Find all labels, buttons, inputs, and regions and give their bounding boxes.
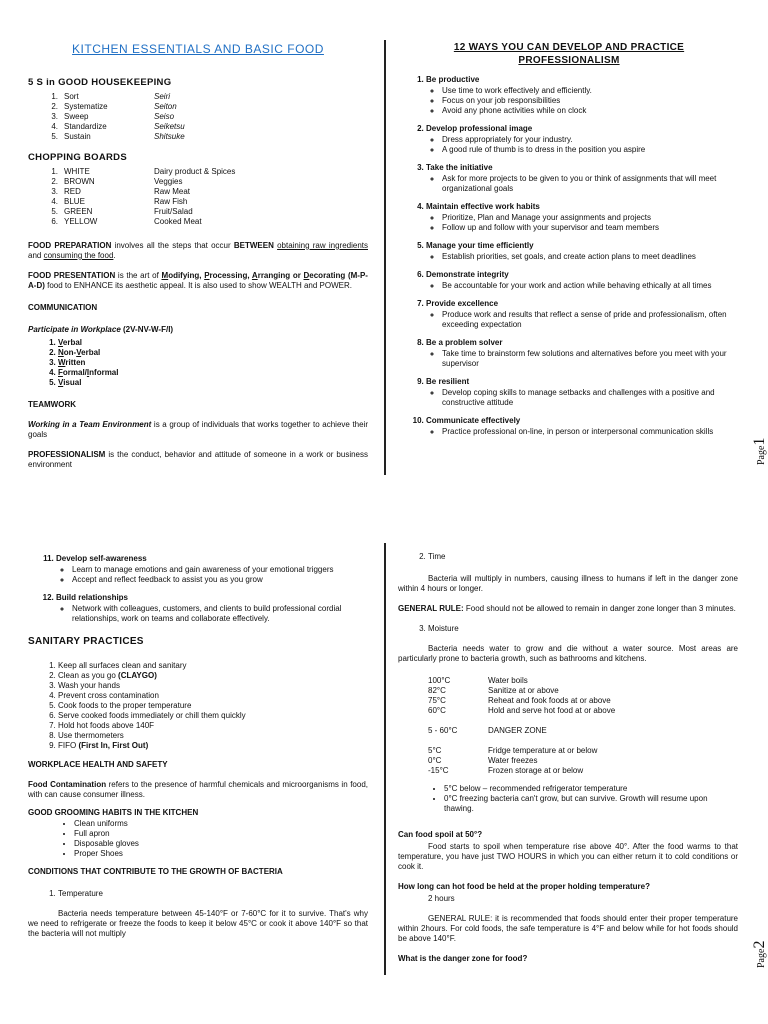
- temperature-paragraph: Bacteria needs temperature between 45-140°F or 7-60°C for it to survive. That's why we need to refrigerate or freeze the foods to keep it below 45°C or cook it above 140°F so that the bacteria will not multiply: [28, 908, 368, 938]
- temperature-description: Water boils: [488, 676, 528, 685]
- temperature-row: [428, 766, 597, 776]
- answer-2-rule: GENERAL RULE: it is recommended that foods should enter their proper temperature within 2hours. For cold foods, the safe temperature is 4°F and below while for hot foods should be above 140°F.: [398, 914, 738, 943]
- way-item: [426, 75, 740, 116]
- sanitary-text: FIFO: [58, 740, 79, 750]
- board-number: 5.: [51, 206, 58, 216]
- underlined-letter: V: [58, 377, 64, 387]
- temperature-value: 82°C: [428, 686, 446, 695]
- communication-list: [28, 338, 368, 388]
- way-bullet: ◦ Accept and reflect feedback to assist you as you grow: [72, 575, 368, 585]
- conditions-list: [28, 889, 368, 899]
- temperature-note: • 5°C below – recommended refrigerator temperature: [444, 784, 738, 794]
- temperature-item: 1. Temperature: [58, 889, 368, 899]
- fives-english: Systematize: [64, 101, 108, 111]
- way-item: [426, 163, 740, 194]
- board-color: BROWN: [64, 176, 95, 186]
- temperature-row: [428, 706, 615, 716]
- way-item: [426, 377, 740, 408]
- underlined-letter: F: [58, 367, 63, 377]
- communication-item: [58, 348, 368, 358]
- fives-japanese: Seiso: [154, 111, 175, 121]
- moisture-list: [398, 624, 738, 634]
- board-color: WHITE: [64, 166, 90, 176]
- way-bullet: ◦ Be accountable for your work and action while behaving ethically at all times: [442, 281, 740, 291]
- fives-number: 1.: [51, 91, 58, 101]
- board-number: 6.: [51, 216, 58, 226]
- moisture-paragraph: Bacteria needs water to grow and die without a water source. Most areas are particularly prone to bacteria growth, such as bathrooms and kitchens.: [398, 644, 738, 663]
- way-bullet: ◦ Ask for more projects to be given to you or think of assignments that will meet organizational goals: [442, 174, 740, 194]
- way-heading: Be productive: [426, 75, 480, 84]
- temperature-description: Reheat and fook foods at or above: [488, 696, 611, 705]
- temperature-notes: [398, 784, 738, 814]
- way-bullet: ◦ Focus on your job responsibilities: [442, 96, 740, 106]
- fives-japanese: Seiri: [154, 91, 171, 101]
- word-rest: isual: [63, 377, 82, 387]
- underlined-letter: V: [58, 337, 63, 347]
- way-bullets: [426, 174, 740, 194]
- danger-zone-table: [428, 726, 547, 736]
- fives-row: [40, 92, 185, 102]
- sanitary-item: [58, 681, 368, 691]
- temperature-value: 0°C: [428, 756, 442, 765]
- fives-row: [40, 132, 185, 142]
- way-bullet: ◦ Dress appropriately for your industry.: [442, 135, 740, 145]
- fives-list: [40, 92, 185, 142]
- way-heading: Be resilient: [426, 377, 470, 386]
- sanitary-item: [58, 661, 368, 671]
- board-number: 2.: [51, 176, 58, 186]
- communication-item: [58, 338, 368, 348]
- sanitary-text: Hold hot foods above 140F: [58, 720, 155, 730]
- fives-english: Standardize: [64, 121, 107, 131]
- way-item: [426, 416, 740, 437]
- column-divider-bottom: [384, 543, 386, 975]
- board-use: Fruit/Salad: [154, 206, 193, 216]
- underlined-letter: W: [58, 357, 66, 367]
- grooming-item: • Full apron: [74, 829, 368, 839]
- way-bullet: ◦ Establish priorities, set goals, and create action plans to meet deadlines: [442, 252, 740, 262]
- word-rest: ormal/: [62, 367, 87, 377]
- way-heading: Provide excellence: [426, 299, 499, 308]
- fives-english: Sustain: [64, 131, 91, 141]
- sanitary-text: Clean as you go: [58, 670, 119, 680]
- fives-row: [40, 122, 185, 132]
- page-number-2: Page2: [751, 940, 768, 968]
- fives-japanese: Shitsuke: [154, 131, 185, 141]
- underlined-letter: V: [76, 347, 82, 357]
- way-bullet: ◦ Follow up and follow with your supervisor and team members: [442, 223, 740, 233]
- question-1: Can food spoil at 50°?: [398, 830, 483, 839]
- temperature-description: Fridge temperature at or below: [488, 746, 598, 755]
- board-number: 3.: [51, 186, 58, 196]
- way-bullets: [426, 388, 740, 408]
- temperature-row: [428, 686, 615, 696]
- word-rest: ritten: [65, 357, 86, 367]
- fives-japanese: Seiton: [154, 101, 177, 111]
- fives-number: 4.: [51, 121, 58, 131]
- way-bullets: [426, 213, 740, 233]
- temperature-description: Sanitize at or above: [488, 686, 559, 695]
- temperature-value: -15°C: [428, 766, 449, 775]
- board-color: RED: [64, 186, 81, 196]
- way-bullets: [56, 604, 368, 624]
- way-bullet: ◦ A good rule of thumb is to dress in the position you aspire: [442, 145, 740, 155]
- way-bullet: ◦ Network with colleagues, customers, and clients to build professional cordial relationships, work on teams and collaborate effectively.: [72, 604, 368, 624]
- sanitary-item: [58, 701, 368, 711]
- way-bullet: ◦ Develop coping skills to manage setbacks and challenges with a positive and constructive attitude: [442, 388, 740, 408]
- temperature-description: Hold and serve hot food at or above: [488, 706, 616, 715]
- page1-left-column: [28, 42, 368, 476]
- way-bullets: [426, 427, 740, 437]
- way-item: [426, 202, 740, 233]
- way-bullets: [426, 86, 740, 116]
- way-item: [426, 299, 740, 330]
- time-item: 2. Time: [428, 552, 738, 562]
- underlined-letter: N: [58, 347, 64, 357]
- temperature-value: 60°C: [428, 706, 446, 715]
- fives-heading: 5 S in GOOD HOUSEKEEPING: [28, 77, 172, 88]
- time-paragraph: Bacteria will multiply in numbers, causing illness to humans if left in the danger zone within 4 hours or longer.: [398, 574, 738, 593]
- food-preparation-paragraph: FOOD PREPARATION involves all the steps that occur BETWEEN obtaining raw ingredients and consuming the food.: [28, 240, 368, 260]
- way-heading: Demonstrate integrity: [426, 270, 509, 279]
- board-row: [40, 217, 235, 227]
- board-use: Raw Meat: [154, 186, 191, 196]
- whs-heading: WORKPLACE HEALTH AND SAFETY: [28, 759, 168, 769]
- way-item: [426, 241, 740, 262]
- fives-english: Sort: [64, 91, 79, 101]
- column-divider-top: [384, 40, 386, 475]
- board-color: YELLOW: [64, 216, 98, 226]
- way-bullet: ◦ Prioritize, Plan and Manage your assignments and projects: [442, 213, 740, 223]
- way-heading: Develop professional image: [426, 124, 533, 133]
- professionalism-paragraph: PROFESSIONALISM is the conduct, behavior and attitude of someone in a work or business environment: [28, 449, 368, 469]
- way-heading: Communicate effectively: [426, 416, 521, 425]
- grooming-item: • Proper Shoes: [74, 849, 368, 859]
- question-2: How long can hot food be held at the proper holding temperature?: [398, 882, 650, 891]
- sanitary-heading: SANITARY PRACTICES: [28, 636, 144, 647]
- communication-heading: COMMUNICATION: [28, 302, 98, 312]
- sanitary-item: [58, 671, 368, 681]
- way-bullets: [426, 310, 740, 330]
- temperature-row: [428, 696, 615, 706]
- way-heading: Maintain effective work habits: [426, 202, 540, 211]
- page1-right-column: [398, 42, 740, 437]
- chopping-boards-list: [40, 167, 235, 227]
- temperature-value: 75°C: [428, 696, 446, 705]
- contamination-paragraph: Food Contamination refers to the presence of harmful chemicals and microorganisms in food, with can cause consumer illness.: [28, 779, 368, 799]
- communication-item: [58, 378, 368, 388]
- board-color: BLUE: [64, 196, 85, 206]
- grooming-item: • Clean uniforms: [74, 819, 368, 829]
- temperature-value: 5°C: [428, 746, 442, 755]
- page2-left-column: [28, 546, 368, 945]
- way-heading: Be a problem solver: [426, 338, 503, 347]
- board-row: [40, 197, 235, 207]
- fives-number: 2.: [51, 101, 58, 111]
- way-heading: Take the initiative: [426, 163, 493, 172]
- board-use: Dairy product & Spices: [154, 166, 236, 176]
- temperature-note: • 0°C freezing bacteria can't grow, but can survive. Growth will resume upon thawing.: [444, 794, 738, 814]
- way-bullet: ◦ Practice professional on-line, in person or interpersonal communication skills: [442, 427, 740, 437]
- board-use: Cooked Meat: [154, 216, 202, 226]
- fives-row: [40, 112, 185, 122]
- conditions-heading: CONDITIONS THAT CONTRIBUTE TO THE GROWTH OF BACTERIA: [28, 866, 283, 876]
- general-rule-paragraph: GENERAL RULE: Food should not be allowed to remain in danger zone longer than 3 minutes.: [398, 604, 736, 613]
- sanitary-text: Cook foods to the proper temperature: [58, 700, 192, 710]
- teamwork-heading: TEAMWORK: [28, 399, 76, 409]
- way-heading: Build relationships: [56, 593, 129, 602]
- time-list: [398, 552, 738, 562]
- grooming-heading: GOOD GROOMING HABITS IN THE KITCHEN: [28, 807, 199, 817]
- page2-right-column: [398, 552, 738, 964]
- hot-temperatures-table: [428, 676, 615, 716]
- underlined-letter: I: [86, 367, 90, 377]
- page-number-1: Page1: [751, 437, 768, 465]
- sanitary-item: [58, 721, 368, 731]
- temperature-row: [428, 756, 597, 766]
- teamwork-paragraph: Working in a Team Environment is a group of individuals that works together to achieve their goals: [28, 419, 369, 439]
- communication-item: [58, 368, 368, 378]
- word-rest: nformal: [89, 367, 119, 377]
- word-rest: erbal: [62, 337, 83, 347]
- ways-title-line2: PROFESSIONALISM: [518, 54, 620, 66]
- board-number: 1.: [51, 166, 58, 176]
- board-row: [40, 167, 235, 177]
- sanitary-list: [28, 661, 368, 751]
- moisture-item: 3. Moisture: [428, 624, 738, 634]
- communication-item: [58, 358, 368, 368]
- temperature-description: Frozen storage at or below: [488, 766, 584, 775]
- board-color: GREEN: [64, 206, 93, 216]
- way-bullets: [426, 349, 740, 369]
- board-number: 4.: [51, 196, 58, 206]
- way-bullets: [426, 281, 740, 291]
- danger-zone-label: DANGER ZONE: [488, 726, 547, 735]
- food-presentation-paragraph: FOOD PRESENTATION is the art of Modifying, Processing, Arranging or Decorating (M-P-A-D) food to ENHANCE its aesthetic appeal. It is also used to show WEALTH and POWER.: [28, 270, 368, 290]
- way-item: [426, 270, 740, 291]
- danger-zone-temp: 5 - 60°C: [428, 726, 458, 735]
- way-bullet: ◦ Use time to work effectively and efficiently.: [442, 86, 740, 96]
- chopping-boards-heading: CHOPPING BOARDS: [28, 151, 127, 163]
- word-rest: on-: [63, 347, 77, 357]
- page-title: KITCHEN ESSENTIALS AND BASIC FOOD: [72, 42, 324, 56]
- sanitary-item: [58, 731, 368, 741]
- temperature-row: [428, 676, 615, 686]
- ways-continued-list: [28, 554, 368, 624]
- way-bullets: [426, 135, 740, 155]
- sanitary-text: Keep all surfaces clean and sanitary: [58, 660, 187, 670]
- sanitary-text: Wash your hands: [58, 680, 120, 690]
- sanitary-bold: (CLAYGO): [118, 670, 157, 680]
- cold-temperatures-table: [428, 746, 597, 776]
- temperature-value: 100°C: [428, 676, 451, 685]
- way-bullet: ◦ Avoid any phone activities while on clock: [442, 106, 740, 116]
- temperature-row: [428, 746, 597, 756]
- way-item: [56, 554, 368, 585]
- temperature-description: Water freezes: [488, 756, 538, 765]
- workplace-line: Participate in Workplace (2V-NV-W-F/I): [28, 324, 174, 334]
- ways-list: [398, 75, 740, 437]
- board-use: Veggies: [154, 176, 183, 186]
- sanitary-text: Use thermometers: [58, 730, 124, 740]
- board-row: [40, 207, 235, 217]
- sanitary-item: [58, 691, 368, 701]
- fives-row: [40, 102, 185, 112]
- way-item: [426, 338, 740, 369]
- board-row: [40, 177, 235, 187]
- way-heading: Develop self-awareness: [56, 554, 147, 563]
- sanitary-text: Serve cooked foods immediately or chill them quickly: [58, 710, 246, 720]
- fives-number: 3.: [51, 111, 58, 121]
- fives-english: Sweep: [64, 111, 89, 121]
- board-use: Raw Fish: [154, 196, 188, 206]
- way-item: [56, 593, 368, 624]
- way-bullets: [426, 252, 740, 262]
- grooming-list: [28, 819, 368, 859]
- grooming-item: • Disposable gloves: [74, 839, 368, 849]
- answer-1: Food starts to spoil when temperature rise above 40°. After the food warms to that temperature, you have just TWO HOURS in which you can either return it to cold conditions or cook it.: [398, 842, 738, 871]
- fives-number: 5.: [51, 131, 58, 141]
- way-heading: Manage your time efficiently: [426, 241, 534, 250]
- sanitary-bold: (First In, First Out): [78, 740, 149, 750]
- way-bullets: [56, 565, 368, 585]
- sanitary-text: Prevent cross contamination: [58, 690, 159, 700]
- question-3: What is the danger zone for food?: [398, 954, 528, 963]
- word-rest: erbal: [81, 347, 101, 357]
- way-item: [426, 124, 740, 155]
- ways-title-line1: 12 WAYS YOU CAN DEVELOP AND PRACTICE: [453, 42, 685, 53]
- way-bullet: ◦ Learn to manage emotions and gain awareness of your emotional triggers: [72, 565, 368, 575]
- sanitary-item: [58, 741, 368, 751]
- answer-2: 2 hours: [428, 894, 455, 903]
- fives-japanese: Seiketsu: [154, 121, 185, 131]
- board-row: [40, 187, 235, 197]
- way-bullet: ◦ Take time to brainstorm few solutions and alternatives before you meet with your supervisor: [442, 349, 740, 369]
- way-bullet: ◦ Produce work and results that reflect a sense of pride and professionalism, often exceeding expectation: [442, 310, 740, 330]
- sanitary-item: [58, 711, 368, 721]
